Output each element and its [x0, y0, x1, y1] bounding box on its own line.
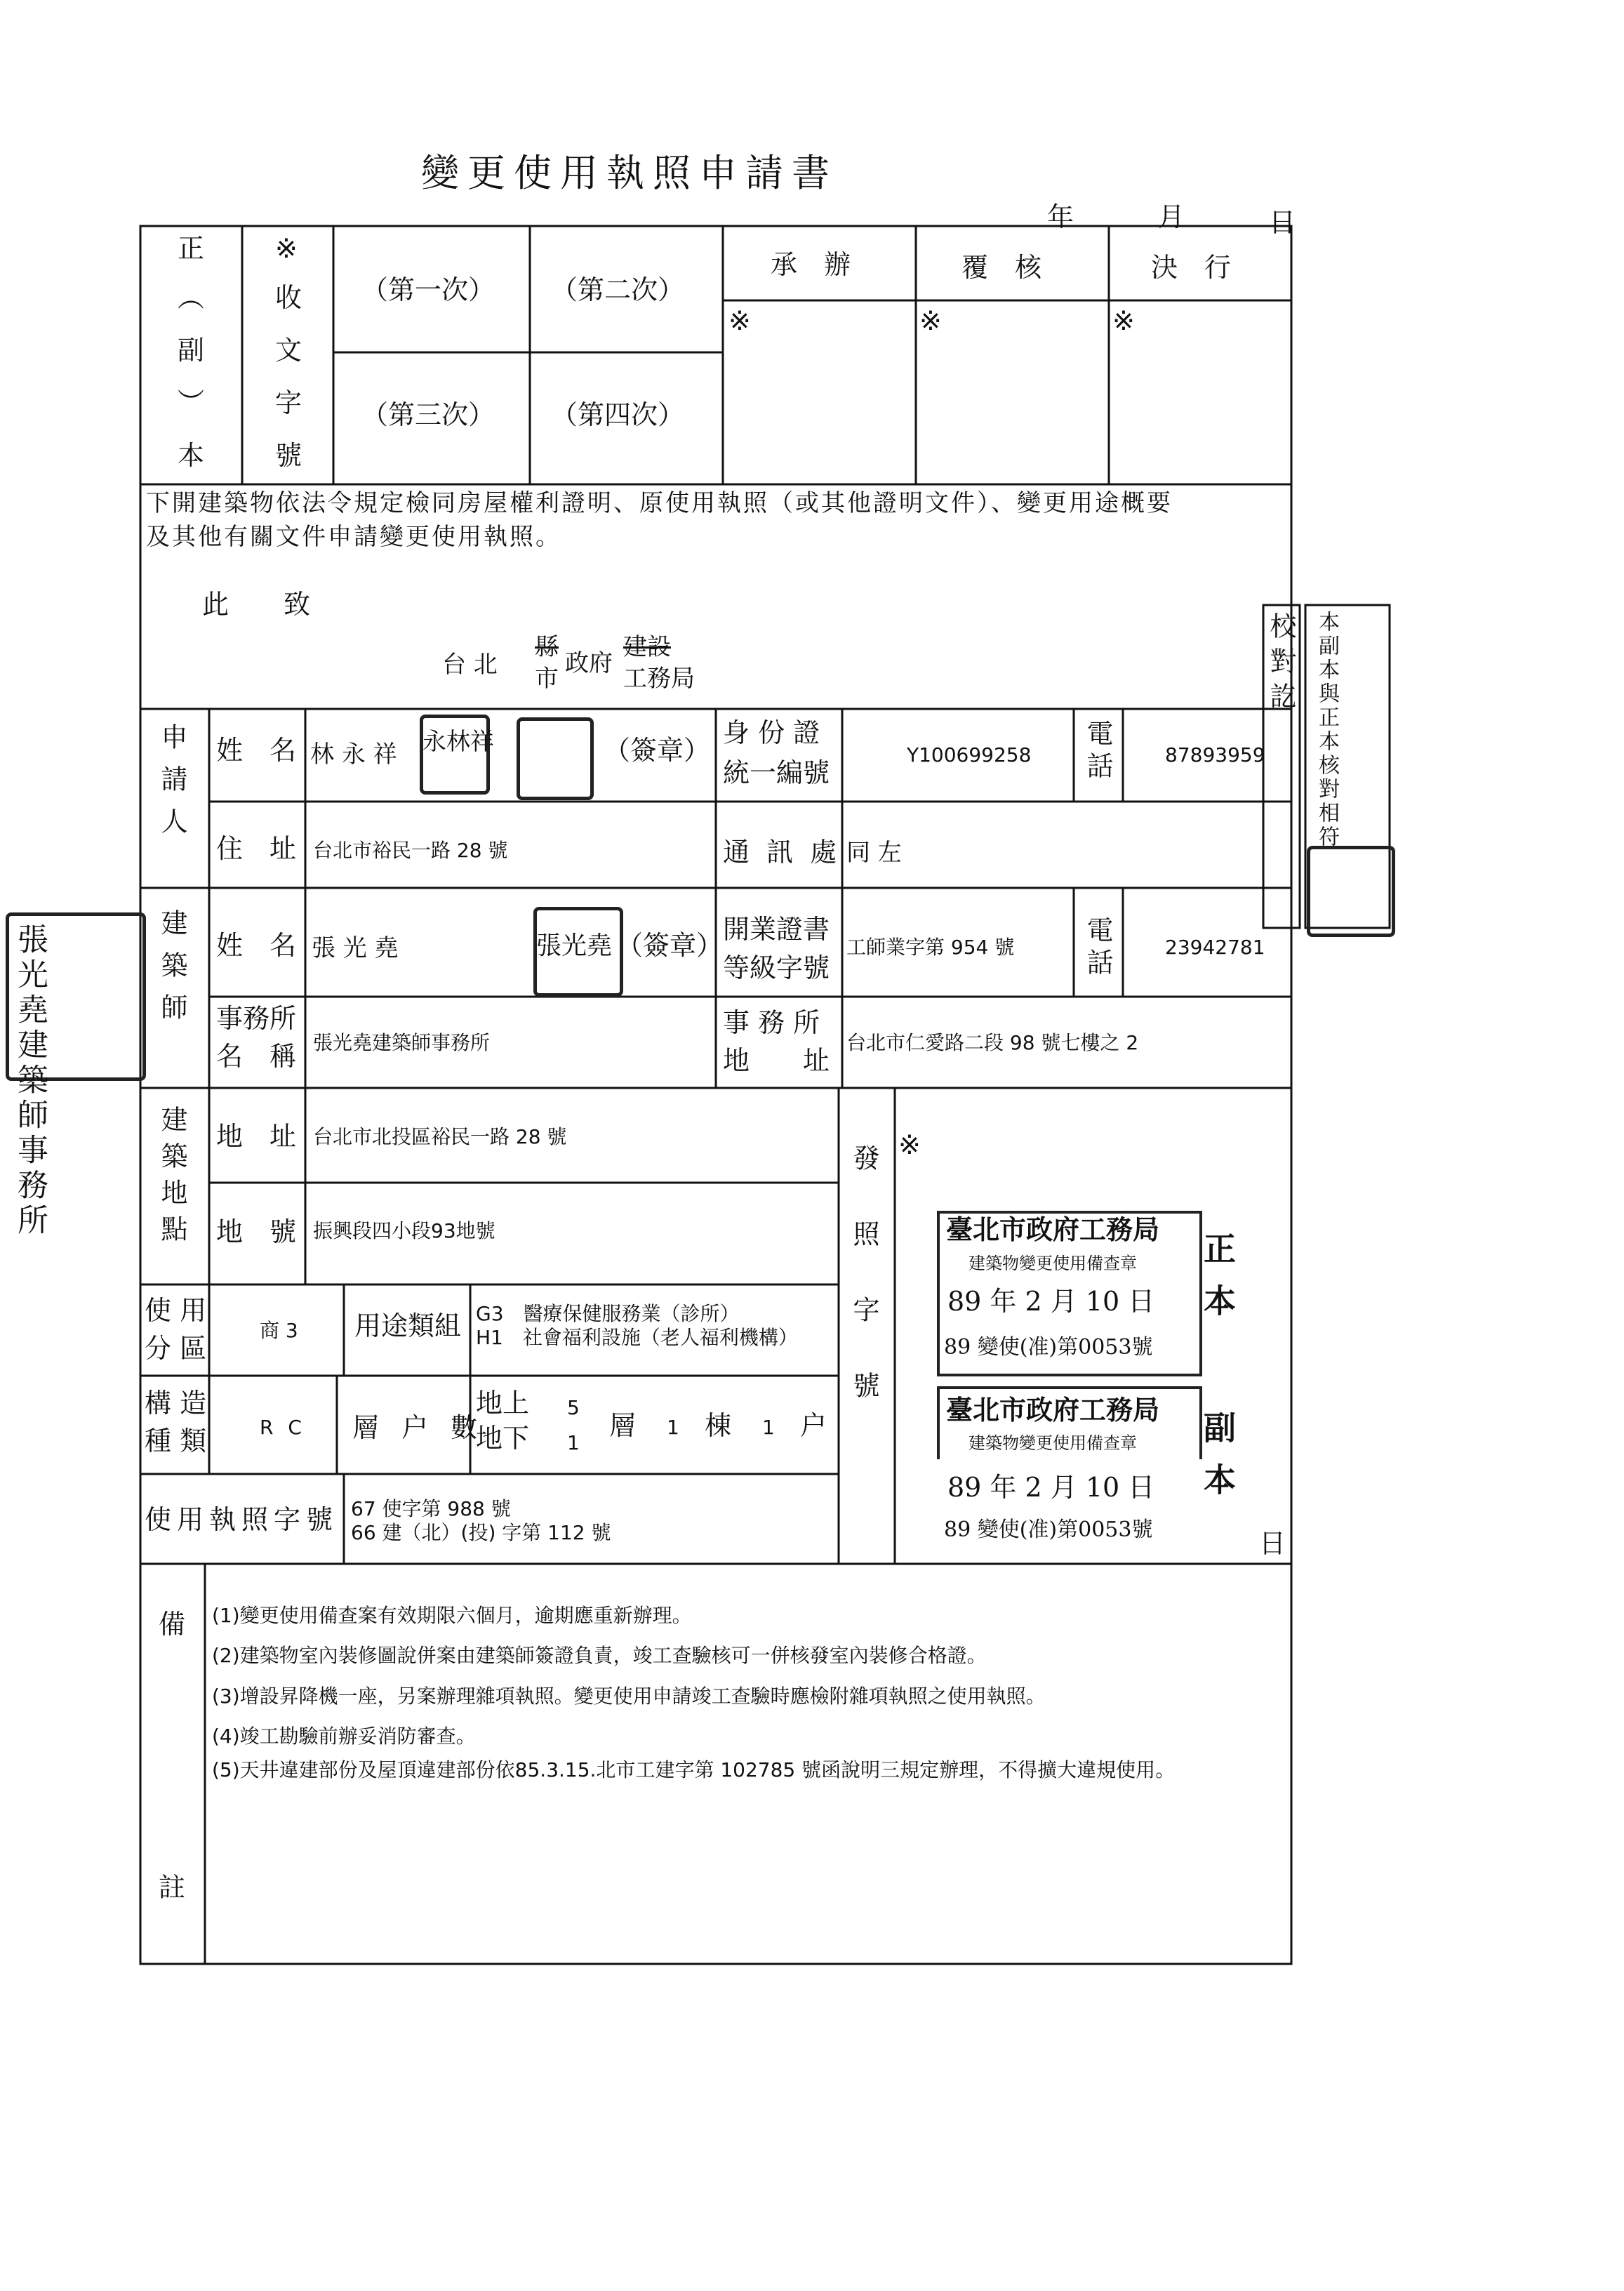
copy-char-2: ︵: [178, 282, 205, 313]
applicant-id: Y100699258: [907, 743, 1032, 766]
applicant-phone: 87893959: [1165, 743, 1265, 766]
intro-line-2: 及其他有關文件申請變更使用執照。: [146, 523, 561, 551]
architect-section-label: 建築師: [157, 909, 187, 1035]
architect-name: 張 光 堯: [312, 934, 399, 962]
use-label: 用途類組: [354, 1310, 462, 1341]
stamp1-no: 89 變使(准)第0053號: [944, 1335, 1153, 1360]
intro-line-1: 下開建築物依法令規定檢同房屋權利證明、原使用執照（或其他證明文件）、變更用途概要: [146, 489, 1173, 517]
issue-mark: ※: [898, 1129, 921, 1160]
stamp1-sub: 建築物變更使用備查章: [969, 1254, 1137, 1273]
site-lot: 振興段四小段93地號: [313, 1219, 495, 1242]
zone-label-2: 分 區: [145, 1333, 207, 1364]
applicant-id-label-1: 身 份 證: [723, 717, 820, 748]
copy-match-note: 本副本與正本核對相符: [1314, 611, 1339, 849]
copy-char-4: ︶: [178, 387, 205, 418]
floors-label: 層 户 數: [352, 1412, 485, 1443]
floors-below-count: 1: [567, 1431, 580, 1454]
license-label: 使用執照字號: [145, 1504, 339, 1535]
architect-office-addr: 台北市仁愛路二段 98 號七樓之 2: [846, 1031, 1139, 1054]
receipt-char-3: 字: [275, 387, 302, 418]
recipient-bureau: 工務局: [623, 665, 695, 693]
floors-below-label: 地下: [476, 1423, 530, 1454]
issue-label: 發照字號: [848, 1144, 879, 1447]
date-year: 年: [1047, 201, 1074, 232]
approval-review-mark: ※: [919, 305, 942, 336]
use-line-2: H1 社會福利設施（老人福利機構）: [476, 1326, 798, 1349]
units-count: 1: [762, 1416, 775, 1439]
copy-char-5: 本: [178, 440, 205, 471]
site-section-label: 建築地點: [157, 1105, 187, 1251]
approval-decide-mark: ※: [1112, 305, 1135, 336]
issue-day-mark: 日: [1259, 1528, 1286, 1559]
applicant-seal-2: [517, 717, 594, 800]
architect-sign-label: （簽章）: [616, 930, 724, 961]
architect-office-label-1: 事務所: [216, 1003, 297, 1034]
recipient-prefix: 台 北: [442, 651, 498, 679]
architect-license-label-1: 開業證書: [723, 914, 830, 945]
struct-value: R C: [260, 1416, 306, 1439]
recipient-bureau-old: 建設: [623, 633, 671, 661]
architect-office-addr-label-1: 事 務 所: [723, 1007, 820, 1038]
floors-unit: 層: [609, 1410, 637, 1441]
side-architect-seal: [1307, 846, 1395, 937]
approval-handle-label: 承 辦: [771, 249, 851, 280]
receipt-char-2: 文: [275, 335, 302, 366]
notes-label-top: 備: [159, 1609, 186, 1640]
zone-label-1: 使 用: [145, 1295, 207, 1326]
architect-office-addr-label-2: 地 址: [723, 1045, 830, 1076]
applicant-name-label: 姓 名: [216, 735, 297, 766]
notes-label-bottom: 註: [159, 1872, 186, 1903]
applicant-section-label: 申請人: [157, 723, 187, 849]
recipient-gov: 政府: [565, 649, 613, 677]
zone-value: 商 3: [260, 1319, 298, 1342]
applicant-sign-label: （簽章）: [604, 735, 711, 766]
note-item-5: (5)天井違建部份及屋頂違建部份依85.3.15.北市工建字第 102785 號函說明三規定辦理，不得擴大違規使用。: [212, 1758, 1176, 1781]
struct-label-1: 構 造: [145, 1388, 207, 1419]
architect-name-label: 姓 名: [216, 930, 297, 961]
round-1: （第一次）: [361, 274, 495, 305]
left-seal-text: 張光堯建築師事務所: [12, 923, 48, 1239]
stamp2-bureau: 臺北市政府工務局: [946, 1394, 1160, 1426]
struct-label-2: 種 類: [145, 1426, 207, 1456]
applicant-seal-text: 永林祥: [422, 728, 494, 756]
receipt-char-4: 號: [275, 440, 302, 471]
architect-seal-text: 張光堯: [536, 931, 613, 960]
round-4: （第四次）: [551, 399, 685, 430]
stamp1-bureau: 臺北市政府工務局: [946, 1214, 1160, 1245]
license-line-1: 67 使字第 988 號: [351, 1497, 511, 1520]
approval-review-label: 覆 核: [961, 252, 1042, 283]
receipt-char-1: 收: [275, 282, 302, 313]
floors-above-label: 地上: [476, 1388, 530, 1419]
copy-char-3: 副: [178, 335, 205, 366]
verify-stamp: 校對訖: [1265, 612, 1296, 717]
stamp2-date: 89 年 2 月 10 日: [947, 1472, 1155, 1503]
approval-handle-mark: ※: [728, 305, 751, 336]
date-day: 日: [1269, 207, 1296, 238]
note-item-3: (3)增設昇降機一座，另案辦理雜項執照。變更使用申請竣工查驗時應檢附雜項執照之使用執照。: [212, 1685, 1046, 1708]
salutation: 此 致: [202, 589, 325, 620]
site-addr-label: 地 址: [216, 1121, 297, 1152]
date-month: 月: [1158, 201, 1185, 232]
architect-license: 工師業字第 954 號: [846, 936, 1015, 959]
recipient-city: 市: [535, 665, 559, 693]
stamp1-date: 89 年 2 月 10 日: [947, 1286, 1155, 1317]
stamp2-sub: 建築物變更使用備查章: [969, 1433, 1137, 1453]
form-title: 變更使用執照申請書: [421, 151, 838, 195]
applicant-addr-label: 住 址: [216, 833, 297, 864]
applicant-mail-label: 通 訊 處: [723, 837, 841, 868]
floors-above-count: 5: [567, 1396, 580, 1419]
note-item-4: (4)竣工勘驗前辦妥消防審查。: [212, 1725, 476, 1748]
recipient-county: 縣: [535, 633, 559, 661]
site-lot-label: 地 號: [216, 1216, 297, 1247]
stamp2-no: 89 變使(准)第0053號: [944, 1518, 1153, 1542]
units-unit: 户: [800, 1410, 827, 1441]
buildings-count: 1: [667, 1416, 679, 1439]
receipt-mark: ※: [275, 233, 298, 264]
applicant-mail: 同 左: [846, 839, 902, 867]
applicant-id-label-2: 統一編號: [723, 757, 830, 788]
applicant-phone-label: 電話: [1082, 719, 1113, 784]
buildings-unit: 棟: [705, 1410, 732, 1441]
architect-office: 張光堯建築師事務所: [313, 1031, 491, 1054]
round-2: （第二次）: [551, 274, 685, 305]
round-3: （第三次）: [361, 399, 495, 430]
architect-phone-label: 電話: [1082, 916, 1113, 981]
approval-decide-label: 決 行: [1151, 252, 1232, 283]
applicant-name: 林 永 祥: [310, 741, 397, 769]
architect-phone: 23942781: [1165, 936, 1265, 959]
use-line-1: G3 醫療保健服務業（診所）: [476, 1302, 740, 1325]
stamp1-copy: 正本: [1199, 1232, 1237, 1336]
copy-char-1: 正: [178, 233, 205, 264]
note-item-1: (1)變更使用備查案有效期限六個月，逾期應重新辦理。: [212, 1604, 692, 1627]
site-addr: 台北市北投區裕民一路 28 號: [313, 1125, 567, 1148]
stamp2-copy: 副本: [1199, 1411, 1237, 1515]
applicant-addr: 台北市裕民一路 28 號: [313, 839, 508, 862]
note-item-2: (2)建築物室內裝修圖說併案由建築師簽證負責，竣工查驗核可一併核發室內裝修合格證。: [212, 1644, 987, 1667]
architect-license-label-2: 等級字號: [723, 952, 830, 983]
license-line-2: 66 建（北）(投) 字第 112 號: [351, 1521, 611, 1544]
architect-office-label-2: 名 稱: [216, 1041, 297, 1072]
